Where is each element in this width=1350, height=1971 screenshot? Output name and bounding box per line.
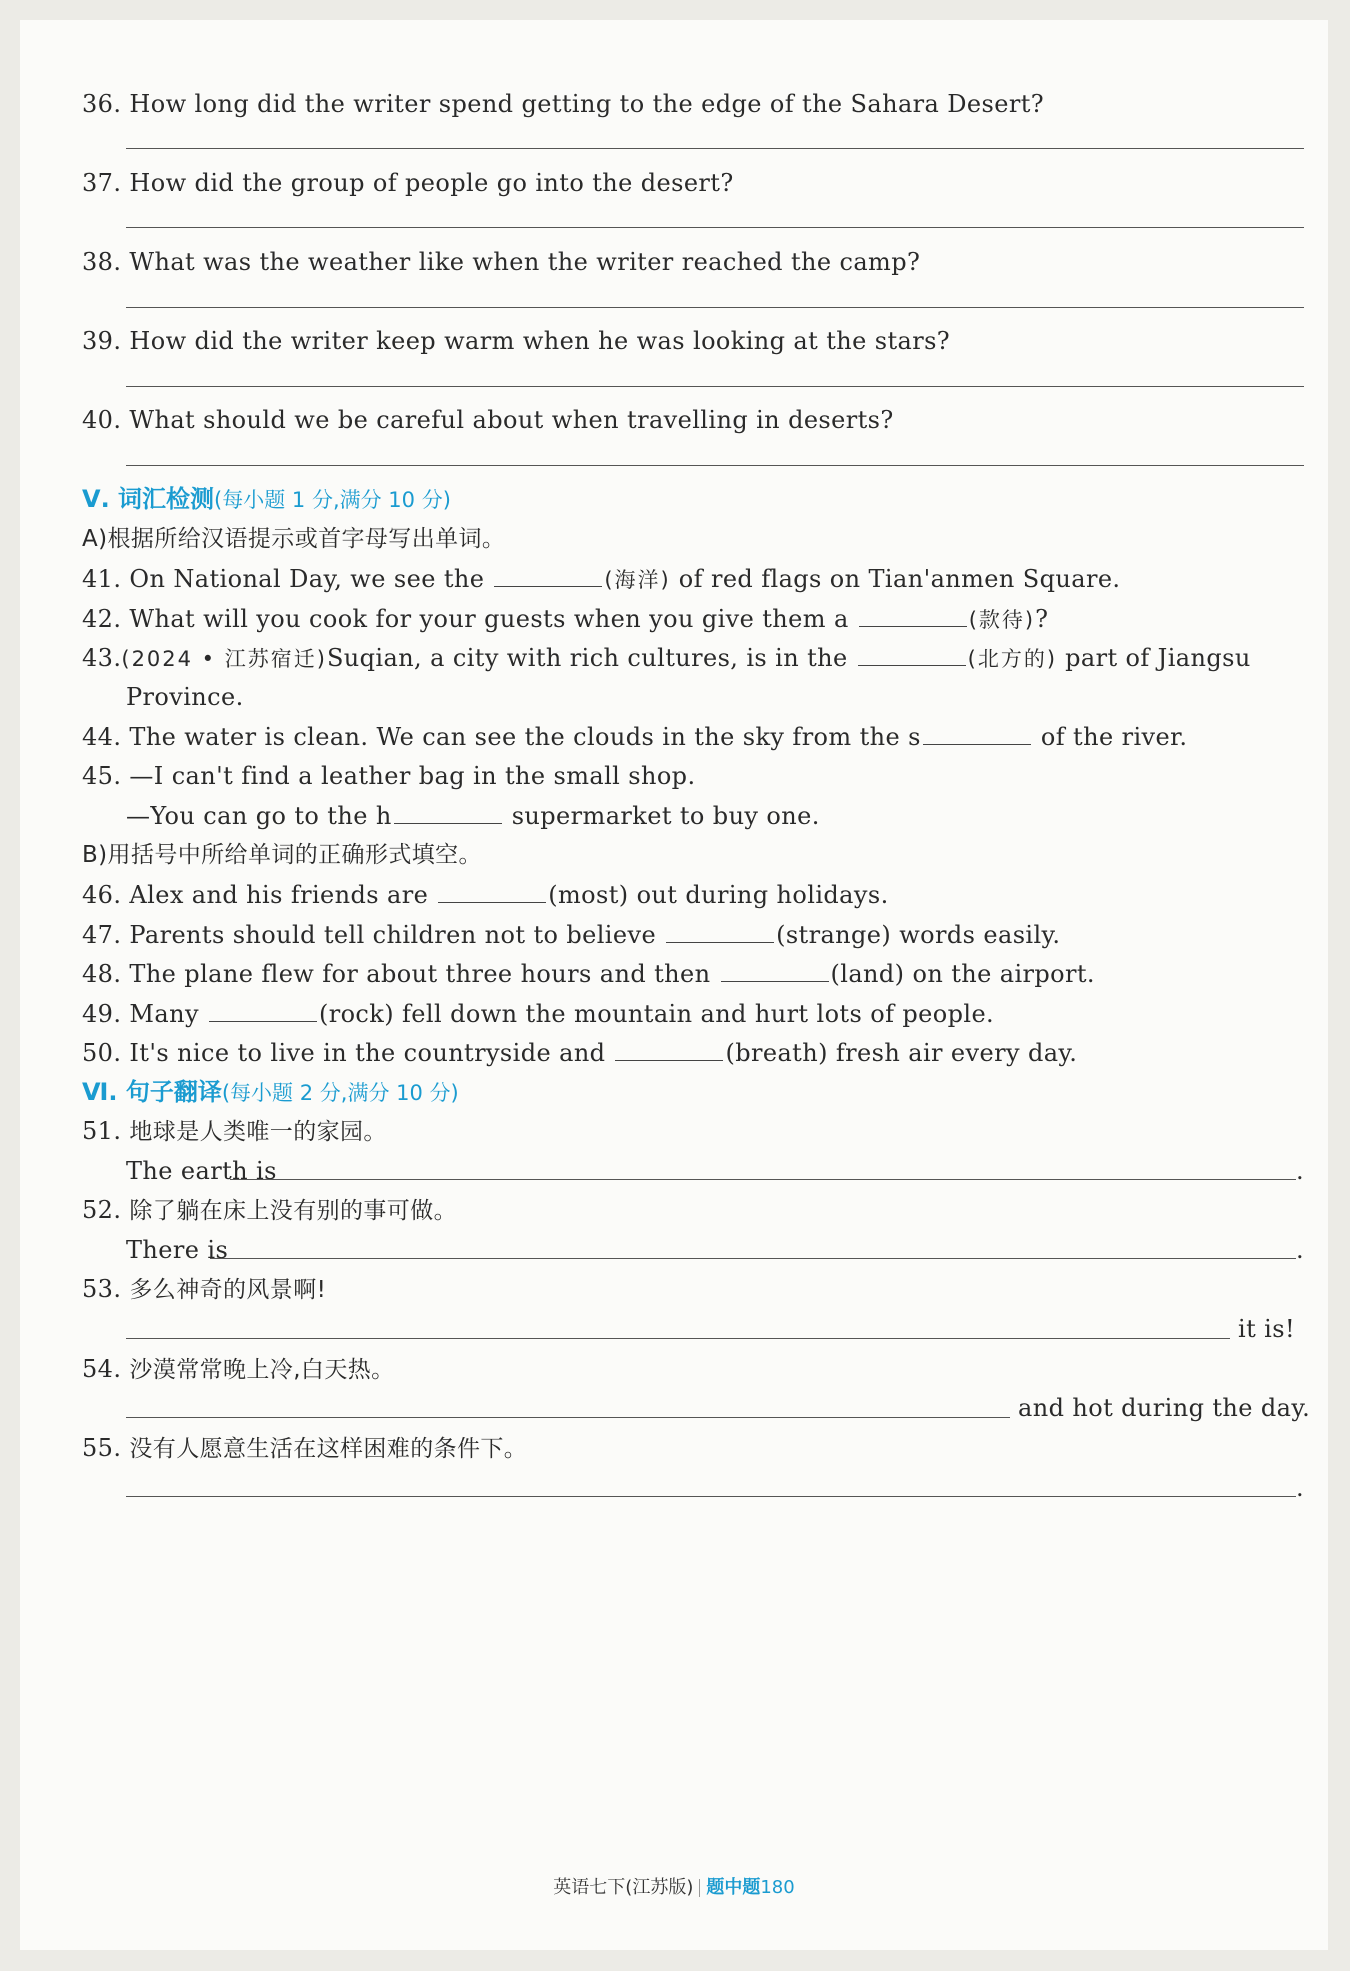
question-46: 46. Alex and his friends are (most) out during holidays. bbox=[82, 878, 1302, 911]
question-43-continued: Province. bbox=[126, 683, 244, 711]
blank-43[interactable] bbox=[858, 641, 966, 666]
question-40: 40. What should we be careful about when travelling in deserts? bbox=[82, 406, 894, 434]
answer-line-52[interactable] bbox=[210, 1258, 1296, 1259]
question-47: 47. Parents should tell children not to believe (strange) words easily. bbox=[82, 918, 1302, 951]
page-footer: 英语七下(江苏版) 题中题180 bbox=[553, 1877, 795, 1898]
question-43: 43.(2024 • 江苏宿迁)Suqian, a city with rich cultures, is in the (北方的) part of Jiangsu bbox=[82, 641, 1302, 675]
question-52: 52. 除了躺在床上没有别的事可做。 bbox=[82, 1196, 458, 1224]
blank-42[interactable] bbox=[859, 602, 967, 627]
question-49: 49. Many (rock) fell down the mountain and hurt lots of people. bbox=[82, 997, 1302, 1030]
question-53-end: it is! bbox=[1238, 1315, 1295, 1343]
question-53: 53. 多么神奇的风景啊! bbox=[82, 1275, 327, 1303]
blank-50[interactable] bbox=[615, 1036, 723, 1061]
answer-line-53[interactable] bbox=[126, 1338, 1230, 1339]
blank-41[interactable] bbox=[494, 562, 602, 587]
question-37: 37. How did the group of people go into the desert? bbox=[82, 169, 734, 197]
question-41: 41. On National Day, we see the (海洋) of red flags on Tian'anmen Square. bbox=[82, 562, 1302, 596]
section-6-heading: Ⅵ. 句子翻译(每小题 2 分,满分 10 分) bbox=[82, 1078, 459, 1106]
question-52-start: There is bbox=[126, 1236, 229, 1264]
question-55-end: . bbox=[1296, 1474, 1305, 1502]
question-52-end: . bbox=[1296, 1236, 1305, 1264]
blank-47[interactable] bbox=[666, 918, 774, 943]
worksheet-page bbox=[20, 20, 1328, 1950]
answer-line-36[interactable] bbox=[126, 148, 1304, 149]
answer-line-38[interactable] bbox=[126, 307, 1304, 308]
question-44: 44. The water is clean. We can see the clouds in the sky from the s of the river. bbox=[82, 720, 1302, 753]
question-51: 51. 地球是人类唯一的家园。 bbox=[82, 1117, 387, 1145]
question-48: 48. The plane flew for about three hours and then (land) on the airport. bbox=[82, 957, 1302, 990]
answer-line-40[interactable] bbox=[126, 465, 1304, 466]
question-42: 42. What will you cook for your guests when you give them a (款待)? bbox=[82, 602, 1302, 636]
blank-44[interactable] bbox=[923, 720, 1031, 745]
page-number: 180 bbox=[760, 1877, 795, 1898]
question-51-end: . bbox=[1296, 1157, 1305, 1185]
answer-line-54[interactable] bbox=[126, 1417, 1010, 1418]
answer-line-51[interactable] bbox=[230, 1179, 1296, 1180]
section-5-heading: Ⅴ. 词汇检测(每小题 1 分,满分 10 分) bbox=[82, 485, 451, 513]
question-36: 36. How long did the writer spend getting to the edge of the Sahara Desert? bbox=[82, 90, 1045, 118]
blank-46[interactable] bbox=[438, 878, 546, 903]
footer-divider bbox=[699, 1879, 700, 1897]
answer-line-55[interactable] bbox=[126, 1496, 1296, 1497]
question-45: 45. —I can't find a leather bag in the small shop. bbox=[82, 762, 696, 790]
answer-line-37[interactable] bbox=[126, 227, 1304, 228]
question-45-reply: —You can go to the h supermarket to buy one. bbox=[126, 799, 1346, 832]
question-55: 55. 没有人愿意生活在这样困难的条件下。 bbox=[82, 1434, 528, 1462]
question-54-end: and hot during the day. bbox=[1018, 1394, 1311, 1422]
question-50: 50. It's nice to live in the countryside and (breath) fresh air every day. bbox=[82, 1036, 1302, 1069]
question-39: 39. How did the writer keep warm when he was looking at the stars? bbox=[82, 327, 951, 355]
blank-49[interactable] bbox=[209, 997, 317, 1022]
question-38: 38. What was the weather like when the writer reached the camp? bbox=[82, 248, 921, 276]
question-54: 54. 沙漠常常晚上冷,白天热。 bbox=[82, 1355, 395, 1383]
blank-45[interactable] bbox=[394, 799, 502, 824]
blank-48[interactable] bbox=[721, 957, 829, 982]
part-a-instruction: A)根据所给汉语提示或首字母写出单词。 bbox=[82, 526, 506, 552]
answer-line-39[interactable] bbox=[126, 386, 1304, 387]
question-51-start: The earth is bbox=[126, 1157, 277, 1185]
part-b-instruction: B)用括号中所给单词的正确形式填空。 bbox=[82, 842, 482, 868]
